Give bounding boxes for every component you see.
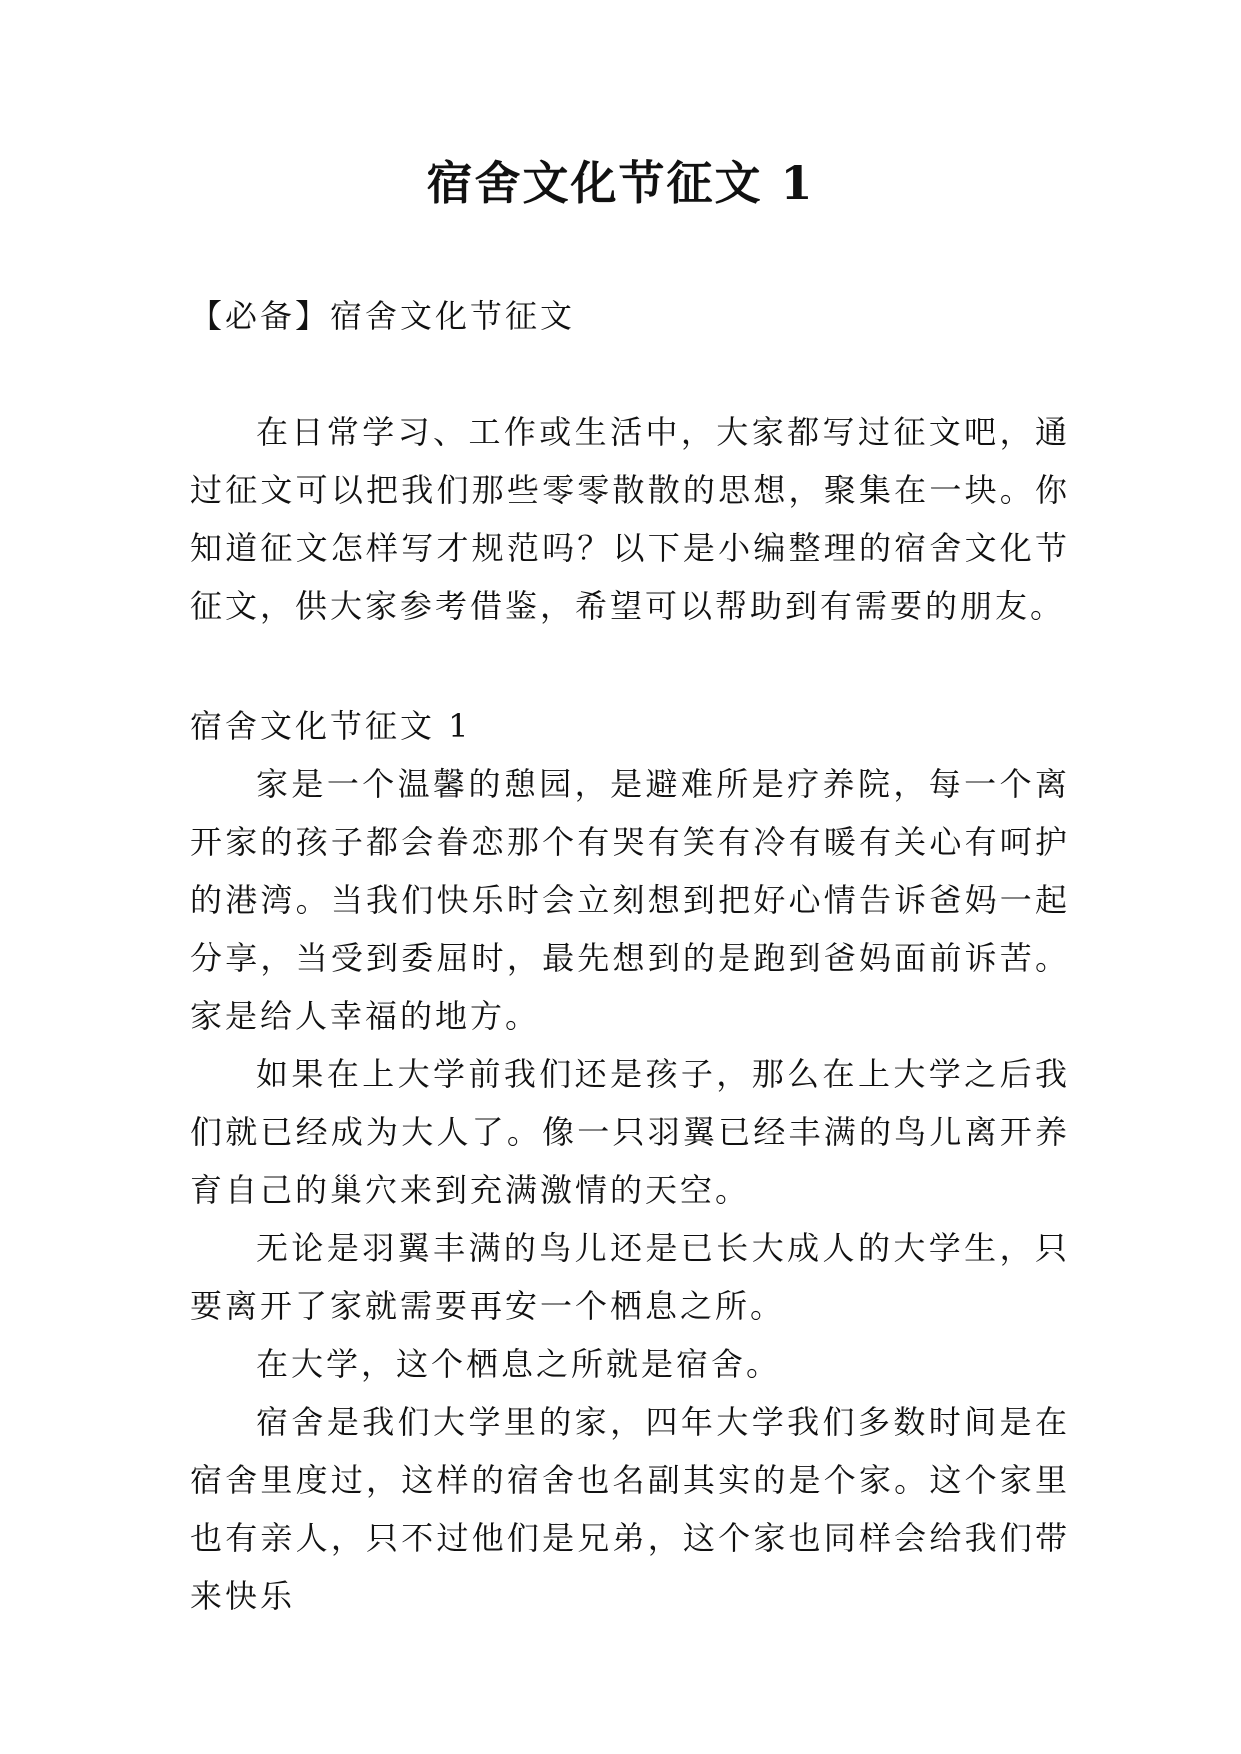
- body-paragraph: 如果在上大学前我们还是孩子，那么在上大学之后我们就已经成为大人了。像一只羽翼已经丰满的鸟儿离开养育自己的巢穴来到充满激情的天空。: [190, 1055, 1070, 1209]
- body-paragraph: 宿舍是我们大学里的家，四年大学我们多数时间是在宿舍里度过，这样的宿舍也名副其实的是个家。这个家里也有亲人，只不过他们是兄弟，这个家也同样会给我们带来快乐: [190, 1403, 1070, 1615]
- intro-paragraph: 在日常学习、工作或生活中，大家都写过征文吧，通过征文可以把我们那些零零散散的思想，聚集在一块。你知道征文怎样写才规范吗？以下是小编整理的宿舍文化节征文，供大家参考借鉴，希望可以帮助到有需要的朋友。: [190, 413, 1070, 625]
- essay-section: [190, 697, 1070, 1625]
- document-subtitle: 【必备】宿舍文化节征文: [190, 297, 576, 335]
- section-title: 宿舍文化节征文 1: [190, 707, 472, 745]
- document-title: 宿舍文化节征文 1: [426, 156, 815, 210]
- body-paragraph: 在大学，这个栖息之所就是宿舍。: [256, 1345, 782, 1383]
- body-paragraph: 家是一个温馨的憩园，是避难所是疗养院，每一个离开家的孩子都会眷恋那个有哭有笑有冷有暖有关心有呵护的港湾。当我们快乐时会立刻想到把好心情告诉爸妈一起分享，当受到委屈时，最先想到的是跑到爸妈面前诉苦。家是给人幸福的地方。: [190, 765, 1070, 1035]
- body-paragraph: 无论是羽翼丰满的鸟儿还是已长大成人的大学生，只要离开了家就需要再安一个栖息之所。: [190, 1229, 1070, 1325]
